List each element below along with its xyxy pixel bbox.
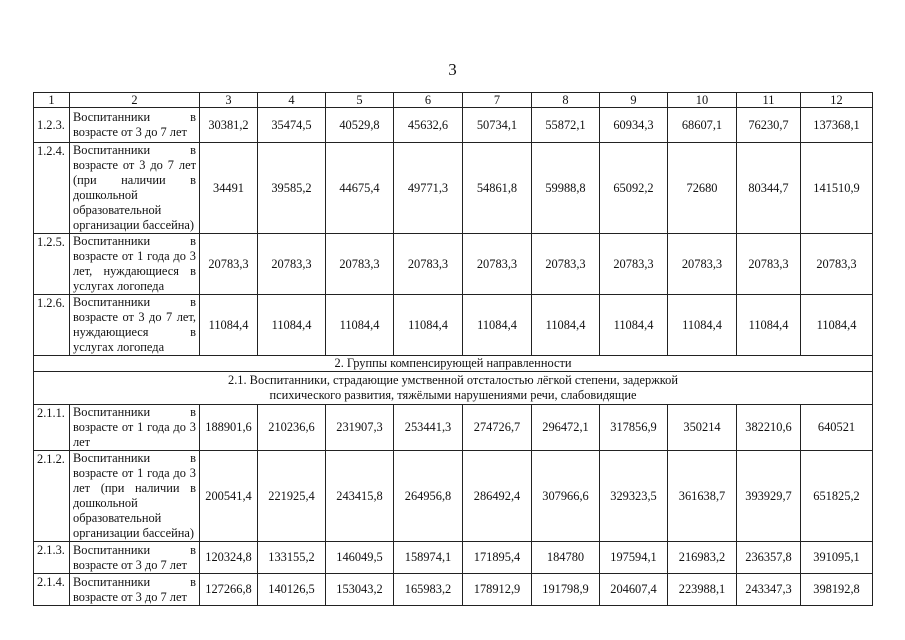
value-cell: 184780	[532, 542, 600, 574]
value-cell: 391095,1	[801, 542, 873, 574]
value-cell: 204607,4	[600, 574, 668, 606]
value-cell: 146049,5	[326, 542, 394, 574]
value-cell: 140126,5	[258, 574, 326, 606]
table-row	[34, 295, 873, 356]
row-number: 1.2.4.	[34, 143, 70, 234]
value-cell: 253441,3	[394, 405, 463, 451]
row-number: 2.1.3.	[34, 542, 70, 574]
header-cell: 7	[463, 93, 532, 108]
header-cell: 9	[600, 93, 668, 108]
value-cell: 11084,4	[737, 295, 801, 356]
value-cell: 264956,8	[394, 451, 463, 542]
value-cell: 274726,7	[463, 405, 532, 451]
value-cell: 382210,6	[737, 405, 801, 451]
value-cell: 141510,9	[801, 143, 873, 234]
value-cell: 60934,3	[600, 108, 668, 143]
value-cell: 11084,4	[394, 295, 463, 356]
row-description: Воспитанники в возрасте от 3 до 7 лет	[70, 108, 200, 143]
value-cell: 20783,3	[737, 234, 801, 295]
value-cell: 39585,2	[258, 143, 326, 234]
value-cell: 11084,4	[463, 295, 532, 356]
value-cell: 158974,1	[394, 542, 463, 574]
header-cell: 10	[668, 93, 737, 108]
value-cell: 50734,1	[463, 108, 532, 143]
header-cell: 2	[70, 93, 200, 108]
value-cell: 20783,3	[326, 234, 394, 295]
value-cell: 40529,8	[326, 108, 394, 143]
value-cell: 329323,5	[600, 451, 668, 542]
row-description: Воспитанники в возрасте от 3 до 7 лет (при наличии в дошкольной образовательной организации бассейна)	[70, 143, 200, 234]
value-cell: 49771,3	[394, 143, 463, 234]
row-number: 2.1.1.	[34, 405, 70, 451]
value-cell: 72680	[668, 143, 737, 234]
value-cell: 20783,3	[200, 234, 258, 295]
header-cell: 5	[326, 93, 394, 108]
page-number: 3	[448, 60, 457, 79]
value-cell: 20783,3	[394, 234, 463, 295]
value-cell: 120324,8	[200, 542, 258, 574]
value-cell: 307966,6	[532, 451, 600, 542]
value-cell: 133155,2	[258, 542, 326, 574]
subsection-heading: 2.1. Воспитанники, страдающие умственной отсталостью лёгкой степени, задержкой психического развития, тяжёлыми нарушениями речи, слабовидящие	[34, 372, 873, 405]
value-cell: 137368,1	[801, 108, 873, 143]
section-row	[34, 372, 873, 405]
value-cell: 68607,1	[668, 108, 737, 143]
value-cell: 11084,4	[600, 295, 668, 356]
row-description: Воспитанники в возрасте от 3 до 7 лет	[70, 574, 200, 606]
value-cell: 20783,3	[600, 234, 668, 295]
table-row	[34, 143, 873, 234]
row-number: 2.1.2.	[34, 451, 70, 542]
value-cell: 20783,3	[668, 234, 737, 295]
value-cell: 59988,8	[532, 143, 600, 234]
value-cell: 361638,7	[668, 451, 737, 542]
value-cell: 178912,9	[463, 574, 532, 606]
row-number: 1.2.6.	[34, 295, 70, 356]
table-row	[34, 574, 873, 606]
value-cell: 393929,7	[737, 451, 801, 542]
section-row	[34, 356, 873, 372]
value-cell: 236357,8	[737, 542, 801, 574]
table-row	[34, 405, 873, 451]
header-cell: 4	[258, 93, 326, 108]
row-description: Воспитанники в возрасте от 3 до 7 лет, нуждающиеся в услугах логопеда	[70, 295, 200, 356]
table-row	[34, 234, 873, 295]
row-description: Воспитанники в возрасте от 1 года до 3 лет (при наличии в дошкольной образовательной организации бассейна)	[70, 451, 200, 542]
value-cell: 35474,5	[258, 108, 326, 143]
header-cell: 8	[532, 93, 600, 108]
value-cell: 11084,4	[532, 295, 600, 356]
row-number: 1.2.5.	[34, 234, 70, 295]
row-description: Воспитанники в возрасте от 3 до 7 лет	[70, 542, 200, 574]
section-heading: 2. Группы компенсирующей направленности	[34, 356, 873, 372]
table-row	[34, 108, 873, 143]
value-cell: 640521	[801, 405, 873, 451]
value-cell: 296472,1	[532, 405, 600, 451]
row-description: Воспитанники в возрасте от 1 года до 3 лет, нуждающиеся в услугах логопеда	[70, 234, 200, 295]
value-cell: 191798,9	[532, 574, 600, 606]
value-cell: 286492,4	[463, 451, 532, 542]
row-number: 1.2.3.	[34, 108, 70, 143]
header-cell: 12	[801, 93, 873, 108]
value-cell: 188901,6	[200, 405, 258, 451]
value-cell: 243415,8	[326, 451, 394, 542]
value-cell: 55872,1	[532, 108, 600, 143]
value-cell: 20783,3	[801, 234, 873, 295]
value-cell: 11084,4	[258, 295, 326, 356]
value-cell: 20783,3	[258, 234, 326, 295]
value-cell: 34491	[200, 143, 258, 234]
value-cell: 651825,2	[801, 451, 873, 542]
header-cell: 1	[34, 93, 70, 108]
value-cell: 65092,2	[600, 143, 668, 234]
value-cell: 200541,4	[200, 451, 258, 542]
header-cell: 6	[394, 93, 463, 108]
value-cell: 20783,3	[463, 234, 532, 295]
value-cell: 221925,4	[258, 451, 326, 542]
value-cell: 11084,4	[801, 295, 873, 356]
header-cell: 11	[737, 93, 801, 108]
tariff-table	[33, 92, 873, 606]
value-cell: 231907,3	[326, 405, 394, 451]
value-cell: 398192,8	[801, 574, 873, 606]
value-cell: 80344,7	[737, 143, 801, 234]
value-cell: 44675,4	[326, 143, 394, 234]
value-cell: 45632,6	[394, 108, 463, 143]
value-cell: 165983,2	[394, 574, 463, 606]
header-row	[34, 93, 873, 108]
value-cell: 54861,8	[463, 143, 532, 234]
value-cell: 127266,8	[200, 574, 258, 606]
value-cell: 223988,1	[668, 574, 737, 606]
value-cell: 76230,7	[737, 108, 801, 143]
header-cell: 3	[200, 93, 258, 108]
row-number: 2.1.4.	[34, 574, 70, 606]
value-cell: 153043,2	[326, 574, 394, 606]
value-cell: 11084,4	[326, 295, 394, 356]
value-cell: 210236,6	[258, 405, 326, 451]
value-cell: 171895,4	[463, 542, 532, 574]
row-description: Воспитанники в возрасте от 1 года до 3 лет	[70, 405, 200, 451]
value-cell: 30381,2	[200, 108, 258, 143]
value-cell: 11084,4	[200, 295, 258, 356]
value-cell: 197594,1	[600, 542, 668, 574]
value-cell: 216983,2	[668, 542, 737, 574]
value-cell: 11084,4	[668, 295, 737, 356]
value-cell: 317856,9	[600, 405, 668, 451]
value-cell: 350214	[668, 405, 737, 451]
value-cell: 243347,3	[737, 574, 801, 606]
table-row	[34, 451, 873, 542]
table-row	[34, 542, 873, 574]
value-cell: 20783,3	[532, 234, 600, 295]
